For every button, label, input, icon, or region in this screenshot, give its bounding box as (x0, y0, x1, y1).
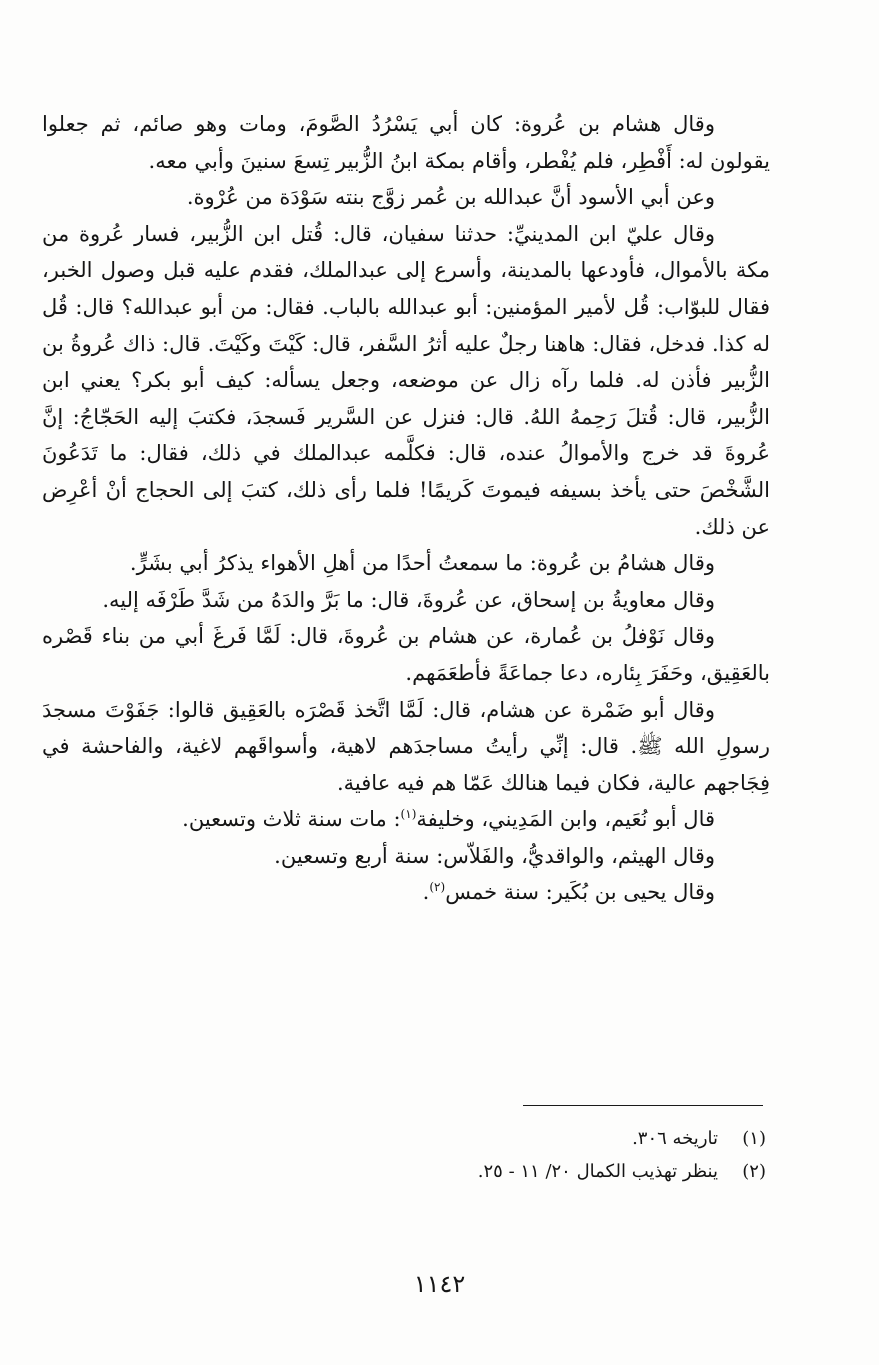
footnote-number: (٢) (742, 1161, 766, 1182)
footnote (100, 1155, 766, 1188)
page-number: ١١٤٢ (413, 1270, 466, 1298)
paragraph: وقال نَوْفلُ بن عُمارة، عن هشام بن عُروةَ، قال: لَمَّا فَرغَ أبي من بناء قَصْره بالعَقِيق، وحَفَرَ بِئاره، دعا جماعَةً فأطعَمَهم. (42, 624, 770, 685)
death-date-line (42, 801, 770, 838)
death-date-text: . (422, 880, 430, 905)
footnote (100, 1122, 766, 1155)
footnote-text: ينظر تهذيب الكمال ٢٠/ ١١ - ٢٥. (477, 1161, 718, 1182)
death-date-text: وقال الهيثم، والواقديُّ، والفَلاّس: سنة أربع وتسعين. (274, 843, 715, 868)
paragraph: وقال أبو ضَمْرة عن هشام، قال: لَمَّا اتَّخذ قَصْرَه بالعَقِيق قالوا: جَفَوْتَ مسجدَ رسولِ الله ﷺ. قال: إنِّي رأيتُ مساجدَهم لاهية، وأسواقَهم لاغية، والفاحشة في فِجَاجهم عالية، فكان فيما هنالك عَمّا هم فيه عافية. (42, 697, 770, 795)
paragraph: وقال هشام بن عُروة: كان أبي يَسْرُدُ الصَّومَ، ومات وهو صائم، ثم جعلوا يقولون له: أَفْطِر، فلم يُفْطر، وأقام بمكة ابنُ الزُّبير تِسعَ سنينَ وأبي معه. (42, 112, 770, 173)
death-date-line (42, 874, 770, 911)
footnotes (100, 1122, 766, 1188)
paragraph: وعن أبي الأسود أنَّ عبدالله بن عُمر زوَّج بنته سَوْدَة من عُرْوة. (186, 185, 715, 210)
footnote-reference[interactable]: (١) (400, 807, 417, 822)
paragraph: وقال عليّ ابن المدينيِّ: حدثنا سفيان، قال: قُتل ابن الزُّبير، فسار عُروة من مكة بالأموال، فأودعها بالمدينة، وأسرع إلى عبدالملك، فقدم عليه قبل وصول الخبر، فقال للبوّاب: قُل لأمير المؤمنين: أبو عبدالله بالباب. فقال: من أبو عبدالله؟ قال: قُل له كذا. فدخل، فقال: هاهنا رجلٌ عليه أثرُ السَّفر، قال: كَيْتَ وكَيْتَ. قال: ذاك عُروةُ بن الزُّبير فأذن له. فلما رآه زال عن موضعه، وجعل يسأله: كيف أبو بكر؟ يعني ابن الزُّبير، قال: قُتلَ رَحِمهُ اللهُ. قال: فنزل عن السَّرير فَسجدَ، فكتبَ إليه الحَجّاجُ: إنَّ عُروةَ قد خرج والأموالُ عنده، قال: فكلَّمه عبدالملك في ذلك، فقال: ما تَدَعُونَ الشَّخْصَ حتى يأخذ بسيفه فيموتَ كَريمًا! فلما رأى ذلك، كتبَ إلى الحجاج أنْ أعْرِض عن ذلك. (42, 221, 770, 539)
death-date-line (42, 838, 770, 875)
footnote-reference[interactable]: (٢) (429, 880, 446, 895)
footnote-text: تاريخه ٣٠٦. (632, 1128, 718, 1149)
paragraph: وقال معاويةُ بن إسحاق، عن عُروةَ، قال: ما بَرَّ والدَهُ من شَدَّ طَرْفَه إليه. (102, 587, 715, 612)
death-date-text: قال أبو نُعَيم، وابن المَدِيني، وخليفة (416, 807, 715, 832)
death-date-text: : مات سنة ثلاث وتسعين. (182, 807, 401, 832)
footnote-divider (523, 1105, 763, 1106)
main-text (42, 106, 770, 911)
death-date-text: وقال يحيى بن بُكَير: سنة خمس (445, 880, 715, 905)
paragraph: وقال هشامُ بن عُروة: ما سمعتُ أحدًا من أهلِ الأهواء يذكرُ أبي بشَرٍّ. (129, 551, 715, 576)
footnote-number: (١) (742, 1128, 766, 1149)
